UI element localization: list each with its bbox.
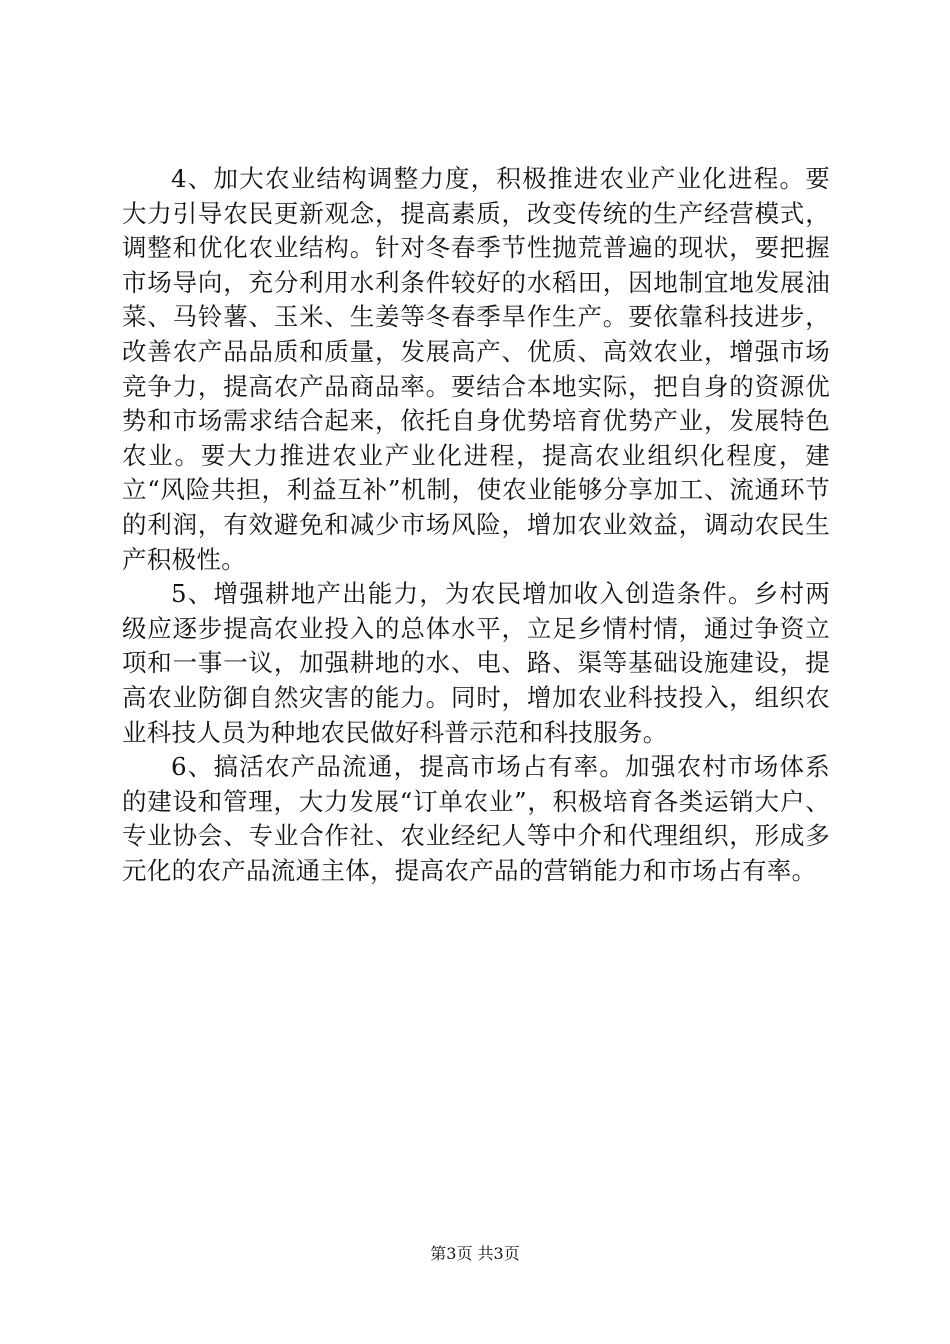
page-footer (0, 1244, 950, 1264)
paragraph-item-4: 4、加大农业结构调整力度，积极推进农业产业化进程。要大力引导农民更新观念，提高素质，改变传统的生产经营模式，调整和优化农业结构。针对冬春季节性抛荒普遍的现状，要把握市场导向，充分利用水利条件较好的水稻田，因地制宜地发展油菜、马铃薯、玉米、生姜等冬春季旱作生产。要依靠科技进步，改善农产品品质和质量，发展高产、优质、高效农业，增强市场竞争力，提高农产品商品率。要结合本地实际，把自身的资源优势和市场需求结合起来，依托自身优势培育优势产业，发展特色农业。要大力推进农业产业化进程，提高农业组织化程度，建立“风险共担，利益互补”机制，使农业能够分享加工、流通环节的利润，有效避免和减少市场风险，增加农业效益，调动农民生产积极性。 (122, 164, 830, 574)
paragraph-item-5: 5、增强耕地产出能力，为农民增加收入创造条件。乡村两级应逐步提高农业投入的总体水平，立足乡情村情，通过争资立项和一事一议，加强耕地的水、电、路、渠等基础设施建设，提高农业防御自然灾害的能力。同时，增加农业科技投入，组织农业科技人员为种地农民做好科普示范和科技服务。 (122, 579, 830, 747)
document-body (122, 162, 830, 888)
paragraph-item-6: 6、搞活农产品流通，提高市场占有率。加强农村市场体系的建设和管理，大力发展“订单农业”，积极培育各类运销大户、专业协会、专业合作社、农业经纪人等中介和代理组织，形成多元化的农产品流通主体，提高农产品的营销能力和市场占有率。 (122, 752, 830, 885)
page-number: 第3页 共3页 (430, 1244, 520, 1263)
